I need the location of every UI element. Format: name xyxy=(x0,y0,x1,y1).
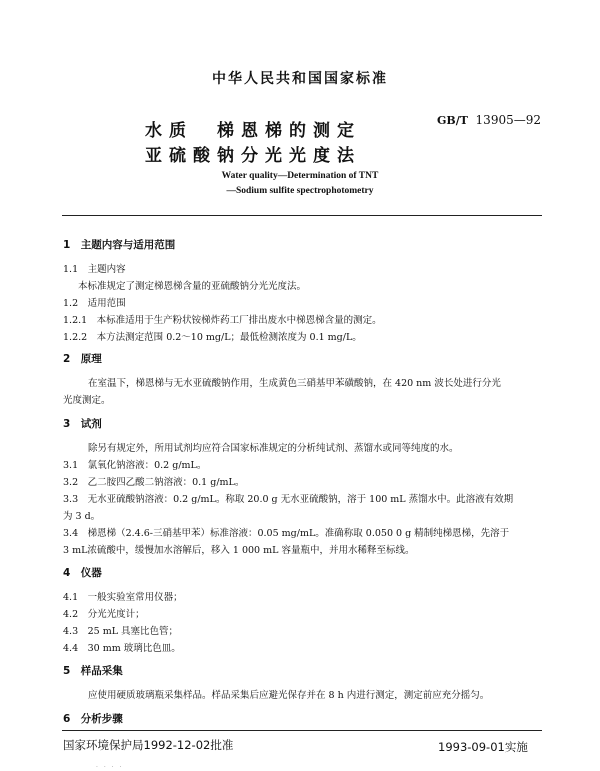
english-title-line-2: —Sodium sulfite spectrophotometry xyxy=(226,186,374,196)
section-3-1: 3.1 氯氧化钠溶液：0.2 g/mL。 xyxy=(63,460,207,471)
section-3-2: 3.2 乙二胺四乙酸二钠溶液：0.1 g/mL。 xyxy=(63,477,245,488)
section-1-1: 1.1 主题内容 xyxy=(63,264,126,275)
section-3-3: 3.3 无水亚硫酸钠溶液：0.2 g/mL。称取 20.0 g 无水亚硫酸钠，溶于 100 mL 蒸馏水中。此溶液有效期 xyxy=(63,494,514,505)
implementation-date: 1993-09-01实施 xyxy=(438,740,528,754)
section-5-heading: 5 样品采集 xyxy=(63,665,123,677)
title-line-2: 亚硫酸钠分光光度法 xyxy=(145,146,361,166)
section-3-intro: 除另有规定外，所用试剂均应符合国家标准规定的分析纯试剂、蒸馏水或同等纯度的水。 xyxy=(88,443,459,454)
section-2-text-line-2: 光度测定。 xyxy=(63,395,111,406)
section-4-1: 4.1 一般实验室常用仪器； xyxy=(63,592,183,603)
section-2-text-line-1: 在室温下，梯恩梯与无水亚硫酸钠作用，生成黄色三硝基甲苯磺酸钠，在 420 nm 波长处进行分光 xyxy=(88,378,501,389)
english-title-line-1: Water quality—Determination of TNT xyxy=(221,171,379,181)
standard-code xyxy=(437,113,541,127)
title-line-1: 水质 梯恩梯的测定 xyxy=(145,121,361,141)
section-1-2-2: 1.2.2 本方法测定范围 0.2～10 mg/L；最低检测浓度为 0.1 mg/L。 xyxy=(63,332,362,343)
scan-artifact-dots: · · · · xyxy=(96,764,124,771)
section-1-1-text: 本标准规定了测定梯恩梯含量的亚硫酸钠分光光度法。 xyxy=(78,281,307,292)
section-5-text: 应使用硬质玻璃瓶采集样品。样品采集后应避光保存并在 8 h 内进行测定，测定前应充分摇匀。 xyxy=(88,690,490,701)
section-1-2-1: 1.2.1 本标准适用于生产粉状铵梯炸药工厂排出废水中梯恩梯含量的测定。 xyxy=(63,315,382,326)
section-4-4: 4.4 30 mm 玻璃比色皿。 xyxy=(63,643,181,654)
header-divider xyxy=(62,215,542,216)
section-2-heading: 2 原理 xyxy=(63,353,102,365)
approval-date: 国家环境保护局1992-12-02批准 xyxy=(63,738,234,752)
section-4-3: 4.3 25 mL 具塞比色管； xyxy=(63,626,179,637)
standard-code-prefix: GB/T xyxy=(437,114,468,127)
standard-code-number: 13905—92 xyxy=(475,113,541,127)
section-4-heading: 4 仪器 xyxy=(63,567,102,579)
section-4-2: 4.2 分光光度计； xyxy=(63,609,145,620)
footer-divider xyxy=(62,730,542,731)
section-3-heading: 3 试剂 xyxy=(63,418,102,430)
national-standard-label: 中华人民共和国国家标准 xyxy=(212,71,388,87)
section-1-2: 1.2 适用范围 xyxy=(63,298,126,309)
section-1-heading: 1 主题内容与适用范围 xyxy=(63,239,176,251)
section-3-4-cont: 3 mL浓硫酸中，缓慢加水溶解后，移入 1 000 mL 容量瓶中，并用水稀释至标线。 xyxy=(63,545,415,556)
section-6-heading: 6 分析步骤 xyxy=(63,713,123,725)
section-3-4: 3.4 梯恩梯（2.4.6-三硝基甲苯）标准溶液：0.05 mg/mL。准确称取 0.050 0 g 精制纯梯恩梯，先溶于 xyxy=(63,528,510,539)
section-3-3-cont: 为 3 d。 xyxy=(63,511,101,522)
